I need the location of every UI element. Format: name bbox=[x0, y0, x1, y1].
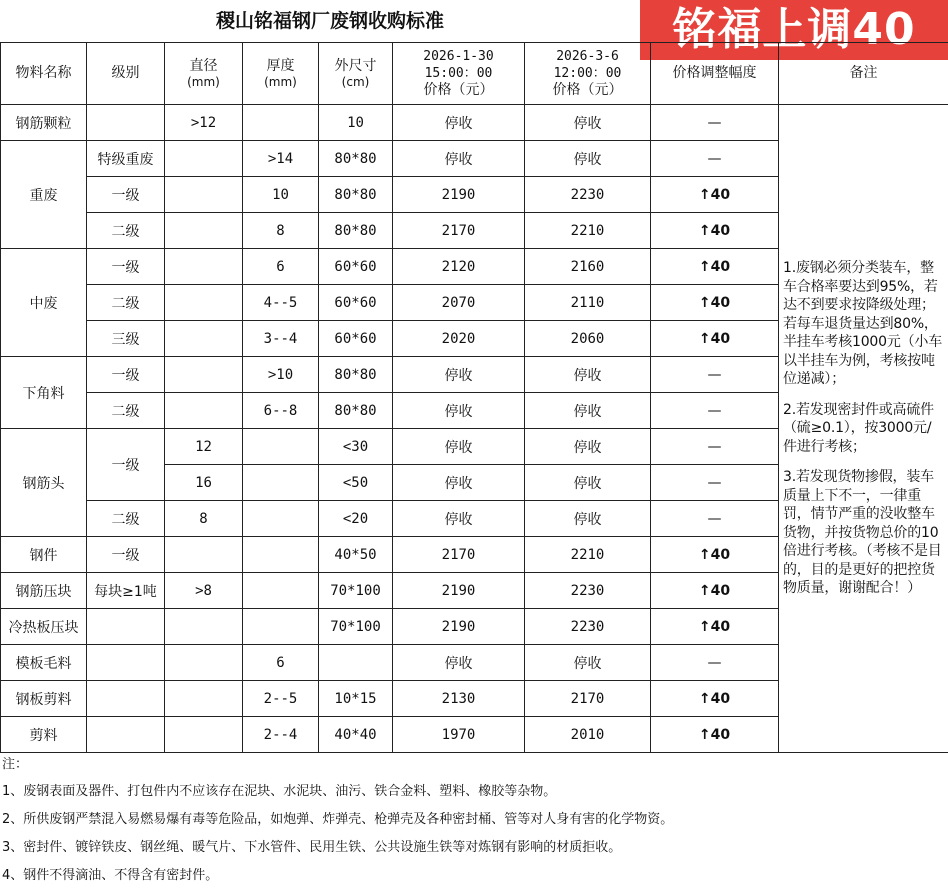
price-cell-2: 2210 bbox=[525, 213, 651, 249]
grade-cell bbox=[87, 717, 165, 753]
price-table bbox=[0, 42, 948, 753]
price-cell-2: 停收 bbox=[525, 357, 651, 393]
price-cell-1: 停收 bbox=[393, 393, 525, 429]
diameter-cell bbox=[165, 213, 243, 249]
header-diameter: 直径 (mm) bbox=[165, 43, 243, 105]
price-cell-1: 1970 bbox=[393, 717, 525, 753]
remarks-cell bbox=[779, 105, 948, 753]
grade-cell: 一级 bbox=[87, 537, 165, 573]
adjust-cell: — bbox=[651, 501, 779, 537]
price-cell-2: 2230 bbox=[525, 573, 651, 609]
grade-cell: 一级 bbox=[87, 249, 165, 285]
note-2: 2、所供废钢严禁混入易燃易爆有毒等危险品，如炮弹、炸弹壳、枪弹壳及各种密封桶、管等对人身有害的化学物资。 bbox=[2, 812, 674, 827]
material-name: 下角料 bbox=[1, 357, 87, 429]
thickness-cell: 2--4 bbox=[243, 717, 319, 753]
diameter-cell: >8 bbox=[165, 573, 243, 609]
thickness-cell: >14 bbox=[243, 141, 319, 177]
size-cell: 40*50 bbox=[319, 537, 393, 573]
note-1: 1、废钢表面及器件、打包件内不应该存在泥块、水泥块、油污、铁合金料、塑料、橡胶等杂物。 bbox=[2, 784, 557, 799]
size-cell: <50 bbox=[319, 465, 393, 501]
material-name: 钢筋颗粒 bbox=[1, 105, 87, 141]
price-cell-1: 2170 bbox=[393, 213, 525, 249]
adjust-cell: ↑40 bbox=[651, 681, 779, 717]
grade-cell bbox=[87, 105, 165, 141]
thickness-cell bbox=[243, 609, 319, 645]
diameter-cell: 12 bbox=[165, 429, 243, 465]
size-cell: 80*80 bbox=[319, 141, 393, 177]
diameter-cell bbox=[165, 645, 243, 681]
grade-cell bbox=[87, 681, 165, 717]
thickness-cell: 6 bbox=[243, 645, 319, 681]
price-cell-2: 2110 bbox=[525, 285, 651, 321]
material-name: 钢板剪料 bbox=[1, 681, 87, 717]
thickness-cell: 6--8 bbox=[243, 393, 319, 429]
thickness-cell bbox=[243, 537, 319, 573]
thickness-cell: 2--5 bbox=[243, 681, 319, 717]
diameter-cell: 8 bbox=[165, 501, 243, 537]
thickness-cell: 10 bbox=[243, 177, 319, 213]
material-name: 钢筋头 bbox=[1, 429, 87, 537]
grade-cell: 二级 bbox=[87, 501, 165, 537]
adjust-cell: ↑40 bbox=[651, 609, 779, 645]
remark-2: 2.若发现密封件或高硫件（硫≥0.1），按3000元/件进行考核； bbox=[783, 401, 934, 455]
price-cell-2: 停收 bbox=[525, 465, 651, 501]
notes-section bbox=[2, 752, 946, 890]
notes-label: 注： bbox=[2, 757, 29, 772]
price-cell-2: 停收 bbox=[525, 501, 651, 537]
adjust-cell: ↑40 bbox=[651, 573, 779, 609]
grade-cell: 二级 bbox=[87, 285, 165, 321]
price-cell-2: 2210 bbox=[525, 537, 651, 573]
diameter-cell bbox=[165, 249, 243, 285]
price-cell-1: 2190 bbox=[393, 609, 525, 645]
size-cell bbox=[319, 645, 393, 681]
price-cell-2: 2230 bbox=[525, 609, 651, 645]
thickness-cell bbox=[243, 105, 319, 141]
thickness-cell: >10 bbox=[243, 357, 319, 393]
diameter-cell bbox=[165, 393, 243, 429]
adjust-cell: ↑40 bbox=[651, 717, 779, 753]
thickness-cell: 4--5 bbox=[243, 285, 319, 321]
thickness-cell bbox=[243, 501, 319, 537]
page-title: 稷山铭福钢厂废钢收购标准 bbox=[215, 10, 444, 32]
grade-cell: 每块≥1吨 bbox=[87, 573, 165, 609]
price-cell-1: 停收 bbox=[393, 357, 525, 393]
header-grade: 级别 bbox=[87, 43, 165, 105]
size-cell: 60*60 bbox=[319, 285, 393, 321]
thickness-cell: 3--4 bbox=[243, 321, 319, 357]
thickness-cell bbox=[243, 429, 319, 465]
price-cell-1: 停收 bbox=[393, 429, 525, 465]
material-name: 模板毛料 bbox=[1, 645, 87, 681]
adjust-cell: — bbox=[651, 141, 779, 177]
thickness-cell bbox=[243, 465, 319, 501]
diameter-cell bbox=[165, 141, 243, 177]
price-cell-1: 停收 bbox=[393, 141, 525, 177]
diameter-cell bbox=[165, 321, 243, 357]
price-cell-2: 停收 bbox=[525, 645, 651, 681]
price-cell-2: 停收 bbox=[525, 393, 651, 429]
diameter-cell bbox=[165, 537, 243, 573]
note-4: 4、钢件不得滴油、不得含有密封件。 bbox=[2, 868, 219, 883]
header-remarks: 备注 bbox=[779, 43, 948, 105]
grade-cell bbox=[87, 609, 165, 645]
price-cell-1: 2070 bbox=[393, 285, 525, 321]
table-row bbox=[1, 105, 948, 141]
note-3: 3、密封件、镀锌铁皮、钢丝绳、暖气片、下水管件、民用生铁、公共设施生铁等对炼钢有影响的材质拒收。 bbox=[2, 840, 622, 855]
size-cell: 60*60 bbox=[319, 321, 393, 357]
size-cell: 10*15 bbox=[319, 681, 393, 717]
price-cell-1: 2190 bbox=[393, 573, 525, 609]
material-name: 冷热板压块 bbox=[1, 609, 87, 645]
price-cell-1: 停收 bbox=[393, 105, 525, 141]
remark-3: 3.若发现货物掺假，装车质量上下不一，一律重罚，情节严重的没收整车货物，并按货物总价的10倍进行考核。（考核不是目的，目的是更好的把控货物质量，谢谢配合！） bbox=[783, 469, 942, 597]
diameter-cell bbox=[165, 717, 243, 753]
price-cell-2: 停收 bbox=[525, 429, 651, 465]
size-cell: 60*60 bbox=[319, 249, 393, 285]
price-cell-2: 2010 bbox=[525, 717, 651, 753]
adjust-cell: ↑40 bbox=[651, 537, 779, 573]
material-name: 钢筋压块 bbox=[1, 573, 87, 609]
price-cell-2: 停收 bbox=[525, 141, 651, 177]
material-name: 中废 bbox=[1, 249, 87, 357]
price-cell-2: 停收 bbox=[525, 105, 651, 141]
grade-cell bbox=[87, 645, 165, 681]
remark-1: 1.废钢必须分类装车，整车合格率要达到95%，若达不到要求按降级处理；若每车退货量达到80%，半挂车考核1000元（小车以半挂车为例，考核按吨位递减）； bbox=[783, 260, 943, 388]
price-cell-2: 2160 bbox=[525, 249, 651, 285]
adjust-cell: — bbox=[651, 357, 779, 393]
diameter-cell bbox=[165, 285, 243, 321]
size-cell: 70*100 bbox=[319, 573, 393, 609]
grade-cell: 二级 bbox=[87, 213, 165, 249]
adjust-cell: — bbox=[651, 645, 779, 681]
adjust-cell: ↑40 bbox=[651, 177, 779, 213]
size-cell: 80*80 bbox=[319, 357, 393, 393]
diameter-cell bbox=[165, 177, 243, 213]
header-adjust: 价格调整幅度 bbox=[651, 43, 779, 105]
diameter-cell bbox=[165, 681, 243, 717]
grade-cell: 一级 bbox=[87, 357, 165, 393]
header-price-date2: 2026-3-6 12:00：00 价格（元） bbox=[525, 43, 651, 105]
price-cell-1: 停收 bbox=[393, 465, 525, 501]
grade-cell: 一级 bbox=[87, 177, 165, 213]
thickness-cell bbox=[243, 573, 319, 609]
diameter-cell bbox=[165, 357, 243, 393]
diameter-cell: >12 bbox=[165, 105, 243, 141]
price-cell-1: 2120 bbox=[393, 249, 525, 285]
adjust-cell: — bbox=[651, 465, 779, 501]
adjust-cell: — bbox=[651, 393, 779, 429]
price-cell-1: 2020 bbox=[393, 321, 525, 357]
grade-cell: 三级 bbox=[87, 321, 165, 357]
price-cell-1: 2130 bbox=[393, 681, 525, 717]
header-price-date1: 2026-1-30 15:00：00 价格（元） bbox=[393, 43, 525, 105]
table-header-row bbox=[1, 43, 948, 105]
thickness-cell: 6 bbox=[243, 249, 319, 285]
thickness-cell: 8 bbox=[243, 213, 319, 249]
price-cell-1: 停收 bbox=[393, 501, 525, 537]
adjust-cell: — bbox=[651, 429, 779, 465]
diameter-cell bbox=[165, 609, 243, 645]
adjust-cell: ↑40 bbox=[651, 249, 779, 285]
price-cell-2: 2060 bbox=[525, 321, 651, 357]
size-cell: <30 bbox=[319, 429, 393, 465]
size-cell: <20 bbox=[319, 501, 393, 537]
header-size: 外尺寸 (cm) bbox=[319, 43, 393, 105]
adjust-cell: — bbox=[651, 105, 779, 141]
material-name: 钢件 bbox=[1, 537, 87, 573]
size-cell: 80*80 bbox=[319, 393, 393, 429]
size-cell: 70*100 bbox=[319, 609, 393, 645]
adjust-cell: ↑40 bbox=[651, 285, 779, 321]
price-cell-2: 2170 bbox=[525, 681, 651, 717]
material-name: 剪料 bbox=[1, 717, 87, 753]
price-increase-banner: 铭福上调40 bbox=[640, 0, 948, 60]
price-cell-2: 2230 bbox=[525, 177, 651, 213]
grade-cell: 特级重废 bbox=[87, 141, 165, 177]
header-name: 物料名称 bbox=[1, 43, 87, 105]
size-cell: 10 bbox=[319, 105, 393, 141]
material-name: 重废 bbox=[1, 141, 87, 249]
size-cell: 80*80 bbox=[319, 213, 393, 249]
size-cell: 80*80 bbox=[319, 177, 393, 213]
adjust-cell: ↑40 bbox=[651, 321, 779, 357]
header-thickness: 厚度 (mm) bbox=[243, 43, 319, 105]
grade-cell: 一级 bbox=[87, 429, 165, 501]
price-cell-1: 2190 bbox=[393, 177, 525, 213]
diameter-cell: 16 bbox=[165, 465, 243, 501]
size-cell: 40*40 bbox=[319, 717, 393, 753]
price-cell-1: 停收 bbox=[393, 645, 525, 681]
grade-cell: 二级 bbox=[87, 393, 165, 429]
adjust-cell: ↑40 bbox=[651, 213, 779, 249]
price-cell-1: 2170 bbox=[393, 537, 525, 573]
